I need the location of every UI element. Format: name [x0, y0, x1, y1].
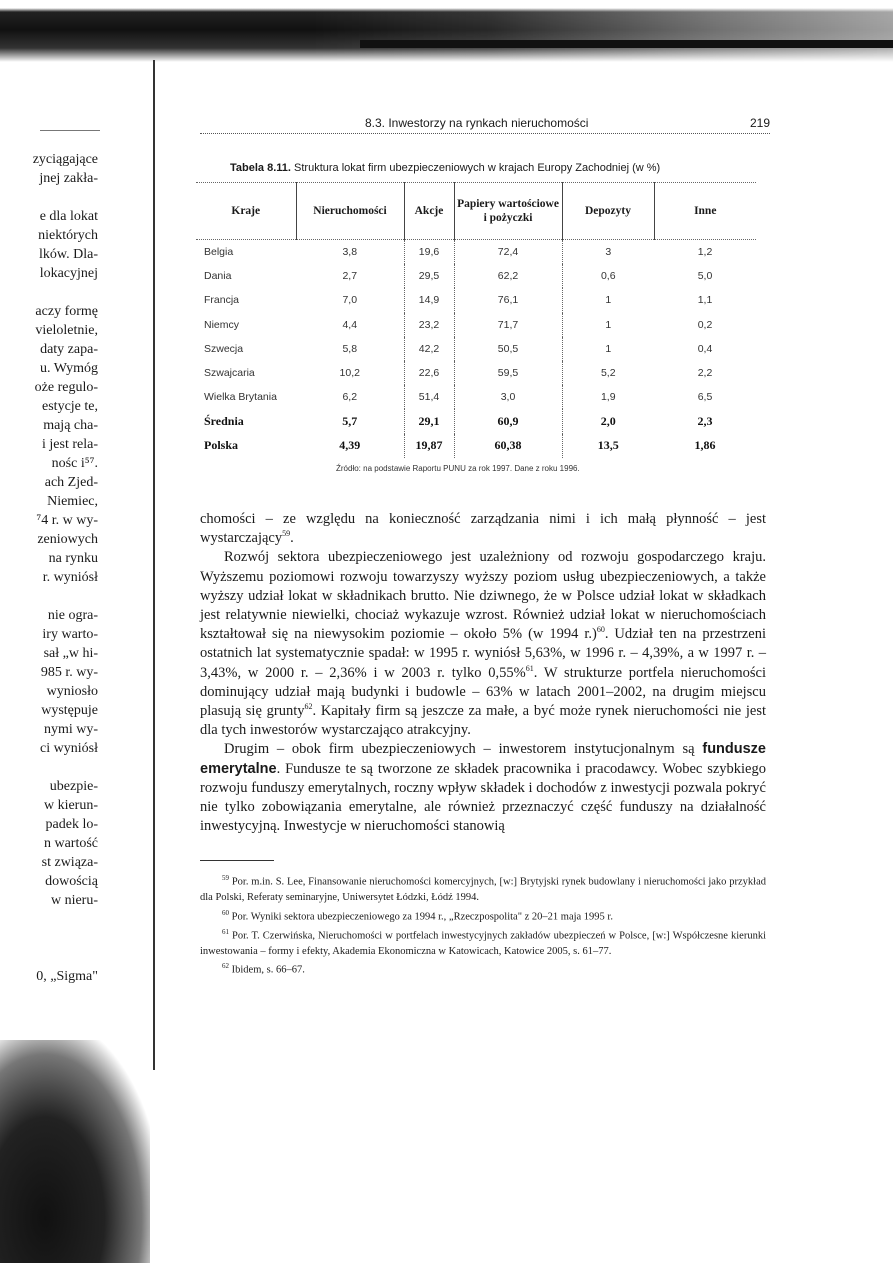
left-page-line: mają cha- [43, 418, 98, 433]
table-cell: 50,5 [454, 337, 562, 361]
running-head-rule [200, 133, 770, 135]
table-cell: 22,6 [404, 361, 454, 385]
table-cell: Wielka Brytania [204, 391, 277, 404]
table-cell: 29,5 [404, 264, 454, 288]
left-page-line: i jest rela- [42, 437, 98, 452]
table-cell: 60,38 [454, 434, 562, 458]
footnote [200, 871, 766, 906]
table-cell: 3,8 [342, 246, 358, 259]
left-page-line: st związa- [41, 855, 98, 870]
left-page-line [0, 758, 150, 777]
table-caption-text: Struktura lokat firm ubezpieczeniowych w krajach Europy Zachodniej (w %) [294, 162, 661, 174]
table-row [196, 337, 756, 361]
footnote-ref: 59 [282, 529, 291, 539]
left-page-line: nośc i⁵⁷. [51, 456, 98, 471]
footnote [200, 906, 766, 925]
footnote-text: Ibidem, s. 66–67. [229, 964, 305, 976]
footnote-rule [200, 860, 274, 861]
footnote [200, 925, 766, 960]
left-page-line: w kierun- [43, 798, 98, 813]
paragraph-3-text-a: Drugim – obok firm ubezpieczeniowych – inwestorem instytucjonalnym są [224, 741, 695, 758]
table-header-cell: Papiery wartościowe i pożyczki [454, 183, 562, 240]
paragraph-3-text-b: . Fundusze te są tworzone ze składek pracownika i pracodawcy. Wobec szybkiego rozwoju funduszy emerytalnych, roczny wpływ składek i dochodów z inwestycji pozwala pokryć nie tylko zobowiązania emerytalne, ale również przeznaczyć część funduszy na działalność inwestycyjną. Inwestycje w nieruchomości stanowią [200, 760, 766, 835]
left-page-line: na rynku [48, 551, 98, 566]
table-row [196, 434, 756, 458]
data-table [196, 182, 756, 458]
footnote-ref: 60 [596, 625, 605, 635]
left-page-line: nie ogra- [47, 608, 98, 623]
table-cell: Francja [204, 294, 240, 307]
table-row [196, 385, 756, 409]
paragraph-3 [200, 740, 766, 836]
table-cell: 10,2 [339, 367, 360, 380]
footnote-ref: 61 [525, 663, 534, 673]
left-page-line: nymi wy- [43, 722, 98, 737]
left-page-line: n wartość [43, 836, 98, 851]
scan-shadow-top [0, 0, 893, 62]
left-page-line: padek lo- [45, 817, 98, 832]
table-cell: 19,6 [404, 240, 454, 265]
table-cell: Polska [204, 438, 239, 453]
table-cell: 76,1 [454, 288, 562, 312]
left-page-line: Niemiec, [47, 494, 98, 509]
left-page-line: estycje te, [42, 399, 98, 414]
table-cell: 5,2 [562, 361, 654, 385]
paragraph-2-text-b: . Udział ten na przestrzeni ostatnich lat systematycznie spadał: w 1995 r. wyniósł 5,63%, w 1996 r. – 4,39%, a w 1997 r. – 3,43%, w 2000 r. – 2,36% i w 2003 r. tylko 0,55% [200, 626, 767, 681]
table-cell: 5,0 [697, 270, 713, 283]
table-cell: 71,7 [454, 313, 562, 337]
paragraph-2-text-a: Rozwój sektora ubezpieczeniowego jest uzależniony od rozwoju gospodarczego kraju. Wyższemu poziomowi rozwoju towarzyszy wyższy poziom usług ubezpieczeniowych, a także wyższy udział lokat w składnikach brutto. Nie dziwnego, że w Polsce udział lokat w składkach jest relatywnie niewielki, chociaż wykazuje wzrost. Również udział lokat w nieruchomościach kształtował się na niewysokim poziomie – około 5% (w 1994 r.) [200, 549, 766, 643]
table-header-cell: Depozyty [562, 183, 654, 240]
footnote-number: 62 [222, 962, 229, 970]
table-caption-label: Tabela 8.11. [230, 162, 291, 174]
footnote-ref: 62 [304, 702, 313, 712]
table-cell: 2,3 [697, 413, 713, 428]
table-cell: 60,9 [454, 409, 562, 433]
table-cell: 2,2 [697, 367, 713, 380]
table-header-cell: Inne [654, 183, 756, 240]
paragraph-1 [200, 510, 766, 548]
table-cell: Dania [204, 270, 232, 283]
table-cell: 1 [562, 313, 654, 337]
table-cell: 72,4 [454, 240, 562, 265]
table-row [196, 264, 756, 288]
table-cell: Szwajcaria [204, 367, 255, 380]
body-text [200, 510, 766, 836]
scan-shadow-band [360, 40, 893, 48]
paragraph-2-text-d: . Kapitały firm są jeszcze za małe, a być może rynek nieruchomości nie jest dla tych inwestorów wystarczająco atrakcyjny. [200, 703, 766, 739]
left-page-line: jnej zakła- [39, 171, 98, 186]
left-page-line [0, 910, 150, 929]
left-page-line: ubezpie- [49, 779, 98, 794]
table-cell: 62,2 [454, 264, 562, 288]
footnotes [200, 871, 766, 978]
table-cell: 29,1 [404, 409, 454, 433]
left-page-line: 985 r. wy- [40, 665, 98, 680]
table-cell: 14,9 [404, 288, 454, 312]
table-header-row [196, 183, 756, 240]
table-header-cell: Kraje [196, 183, 296, 240]
table-cell: Belgia [204, 246, 234, 259]
table-header-cell: Akcje [404, 183, 454, 240]
table-cell: 19,87 [404, 434, 454, 458]
footnote-text: Por. Wyniki sektora ubezpieczeniowego za 1994 r., „Rzeczpospolita" z 20–21 maja 1995 r. [229, 911, 613, 922]
table-cell: 59,5 [454, 361, 562, 385]
table-cell: 2,0 [562, 409, 654, 433]
table-cell: 6,5 [697, 391, 713, 404]
footnote [200, 959, 766, 978]
left-page-line: iry warto- [42, 627, 98, 642]
table-cell: 6,2 [342, 391, 358, 404]
left-page-line: u. Wymóg [39, 361, 98, 376]
table-cell: Niemcy [204, 318, 240, 331]
left-page-line: ⁷4 r. w wy- [36, 513, 98, 528]
table-cell: 7,0 [342, 294, 358, 307]
paragraph-2-text-c: . W strukturze portfela nieruchomości dominujący udział mają budynki i budowle – 63% w latach 2001–2002, na drugim miejscu plasują się grunty [200, 664, 767, 720]
footnote-text: Por. T. Czerwińska, Nieruchomości w portfelach inwestycyjnych zakładów ubezpieczeń w Polsce, [w:] Współczesne kierunki inwestowania – formy i efekty, Akademia Ekonomiczna w Katowicach, Katowice 2005, s. 61–77. [200, 930, 766, 957]
table-header-cell: Nieruchomości [296, 183, 404, 240]
page-number: 219 [749, 116, 770, 130]
left-page-line: wyniosło [46, 684, 98, 699]
table-cell: 1,1 [697, 294, 713, 307]
left-page-line: daty zapa- [40, 342, 98, 357]
left-page-line [0, 188, 150, 207]
left-page-line: 0, „Sigma" [36, 969, 98, 984]
table-source: Źródło: na podstawie Raportu PUNU za rok 1997. Dane z roku 1996. [336, 464, 580, 473]
footnote-text: Por. m.in. S. Lee, Finansowanie nieruchomości komercyjnych, [w:] Brytyjski rynek budowlany i nieruchomości jako przykład dla Polski, Referaty seminaryjne, Uniwersytet Łódzki, Łódź 1994. [200, 876, 766, 903]
left-page-line: aczy formę [35, 304, 98, 319]
table-cell: 0,4 [697, 342, 713, 355]
table-cell: 2,7 [342, 270, 358, 283]
left-page-line: oże regulo- [34, 380, 98, 395]
table-row [196, 240, 756, 265]
table-cell: 3 [562, 240, 654, 265]
left-page-line: vieloletnie, [35, 323, 98, 338]
table-cell: 13,5 [562, 434, 654, 458]
table-cell: 42,2 [404, 337, 454, 361]
left-page-line: lków. Dla- [39, 247, 98, 262]
left-page-line [0, 283, 150, 302]
left-page-line [0, 929, 150, 948]
table-cell: 0,2 [697, 318, 713, 331]
footnote-number: 60 [222, 908, 229, 917]
table-cell: 51,4 [404, 385, 454, 409]
table-cell: 1,2 [697, 246, 713, 259]
table-row [196, 313, 756, 337]
left-page-fragment [0, 150, 150, 986]
left-page-line: sał „w hi- [43, 646, 98, 661]
left-page-line: lokacyjnej [39, 266, 98, 281]
paragraph-2 [200, 548, 766, 740]
running-head-title: 8.3. Inwestorzy na rynkach nieruchomości [365, 116, 589, 130]
table-cell: 4,39 [339, 438, 361, 453]
table-cell: 1 [562, 337, 654, 361]
left-page-line: e dla lokat [39, 209, 98, 224]
left-page-line: w nieru- [50, 893, 98, 908]
table-row [196, 409, 756, 433]
paragraph-1-end: . [290, 530, 294, 547]
scan-shadow-bottom [0, 1040, 150, 1263]
left-page-rule [40, 130, 100, 131]
paragraph-1-text: chomości – ze względu na konieczność zarządzania nimi i ich małą płynność – jest wystarczający [200, 511, 766, 547]
table-body [196, 240, 756, 458]
left-page-line: zeniowych [37, 532, 98, 547]
table-cell: 1,9 [562, 385, 654, 409]
table-cell: 5,7 [342, 413, 358, 428]
table-cell: 23,2 [404, 313, 454, 337]
table-row [196, 361, 756, 385]
left-page-line: ach Zjed- [44, 475, 98, 490]
left-page-line [0, 948, 150, 967]
footnote-number: 59 [222, 874, 229, 882]
left-page-line: ci wyniósł [40, 741, 98, 756]
table-cell: 5,8 [342, 342, 358, 355]
table-cell: 1 [562, 288, 654, 312]
left-page-line [0, 587, 150, 606]
table-cell: 4,4 [342, 318, 358, 331]
table-cell: Średnia [204, 413, 244, 428]
table-row [196, 288, 756, 312]
keyword-emphasis: fundusze emerytalne [200, 741, 766, 777]
left-page-line: dowością [45, 874, 98, 889]
table-cell: 3,0 [454, 385, 562, 409]
table-cell: 0,6 [562, 264, 654, 288]
footnote-number: 61 [222, 927, 229, 936]
left-page-line: niektórych [38, 228, 98, 243]
left-page-line: zyciągające [32, 152, 98, 167]
left-page-line: r. wyniósł [42, 570, 98, 585]
book-gutter [153, 60, 155, 1070]
table-caption [230, 162, 660, 174]
table-cell: 1,86 [694, 438, 716, 453]
left-page-line: występuje [41, 703, 98, 718]
table-cell: Szwecja [204, 342, 244, 355]
